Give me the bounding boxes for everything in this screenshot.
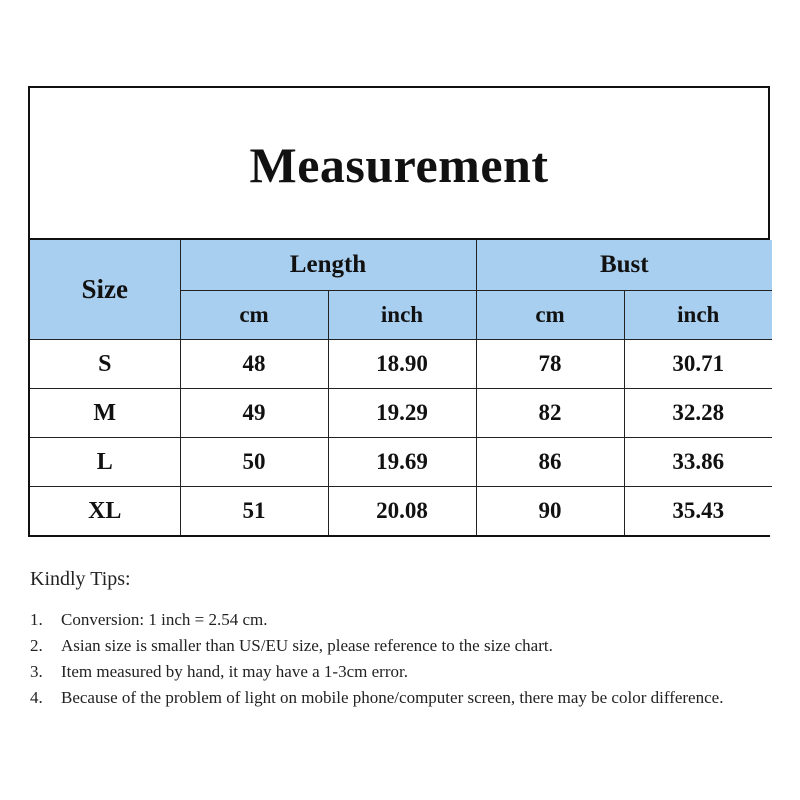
length-inch-cell: 19.69: [328, 438, 476, 487]
tip-number: 3.: [30, 662, 43, 681]
table-row: [30, 389, 772, 438]
group-header-row: [30, 240, 772, 291]
bust-inch-cell: 30.71: [624, 340, 772, 389]
chart-title-row: [30, 88, 768, 240]
size-cell: XL: [30, 487, 180, 536]
size-cell: M: [30, 389, 180, 438]
bust-cm-cell: 90: [476, 487, 624, 536]
length-cm-cell: 49: [180, 389, 328, 438]
size-cell: S: [30, 340, 180, 389]
tip-text: Conversion: 1 inch = 2.54 cm.: [61, 610, 268, 629]
bust-inch-cell: 32.28: [624, 389, 772, 438]
tip-number: 4.: [30, 688, 43, 707]
size-table: [30, 240, 772, 535]
chart-title: Measurement: [249, 137, 549, 193]
tips-title: Kindly Tips:: [30, 568, 131, 590]
length-inch-cell: 19.29: [328, 389, 476, 438]
table-row: [30, 438, 772, 487]
tip-number: 1.: [30, 610, 43, 629]
kindly-tips: [30, 568, 775, 711]
length-header: Length: [180, 240, 476, 291]
bust-cm-cell: 78: [476, 340, 624, 389]
length-inch-cell: 18.90: [328, 340, 476, 389]
table-row: [30, 487, 772, 536]
list-item: [30, 607, 775, 633]
tip-number: 2.: [30, 636, 43, 655]
table-row: [30, 340, 772, 389]
bust-cm-header: cm: [476, 291, 624, 340]
length-cm-cell: 51: [180, 487, 328, 536]
tip-text: Item measured by hand, it may have a 1-3cm error.: [61, 662, 408, 681]
length-inch-cell: 20.08: [328, 487, 476, 536]
size-cell: L: [30, 438, 180, 487]
list-item: [30, 633, 775, 659]
size-column-header: Size: [30, 240, 180, 340]
list-item: [30, 685, 775, 711]
length-cm-cell: 50: [180, 438, 328, 487]
list-item: [30, 659, 775, 685]
bust-inch-cell: 35.43: [624, 487, 772, 536]
tip-text: Asian size is smaller than US/EU size, please reference to the size chart.: [61, 636, 553, 655]
length-inch-header: inch: [328, 291, 476, 340]
bust-cm-cell: 82: [476, 389, 624, 438]
length-cm-cell: 48: [180, 340, 328, 389]
tips-list: [30, 607, 775, 711]
length-cm-header: cm: [180, 291, 328, 340]
bust-inch-cell: 33.86: [624, 438, 772, 487]
bust-inch-header: inch: [624, 291, 772, 340]
bust-cm-cell: 86: [476, 438, 624, 487]
size-chart: [28, 86, 770, 537]
bust-header: Bust: [476, 240, 772, 291]
tip-text: Because of the problem of light on mobile phone/computer screen, there may be color difference.: [61, 688, 724, 707]
